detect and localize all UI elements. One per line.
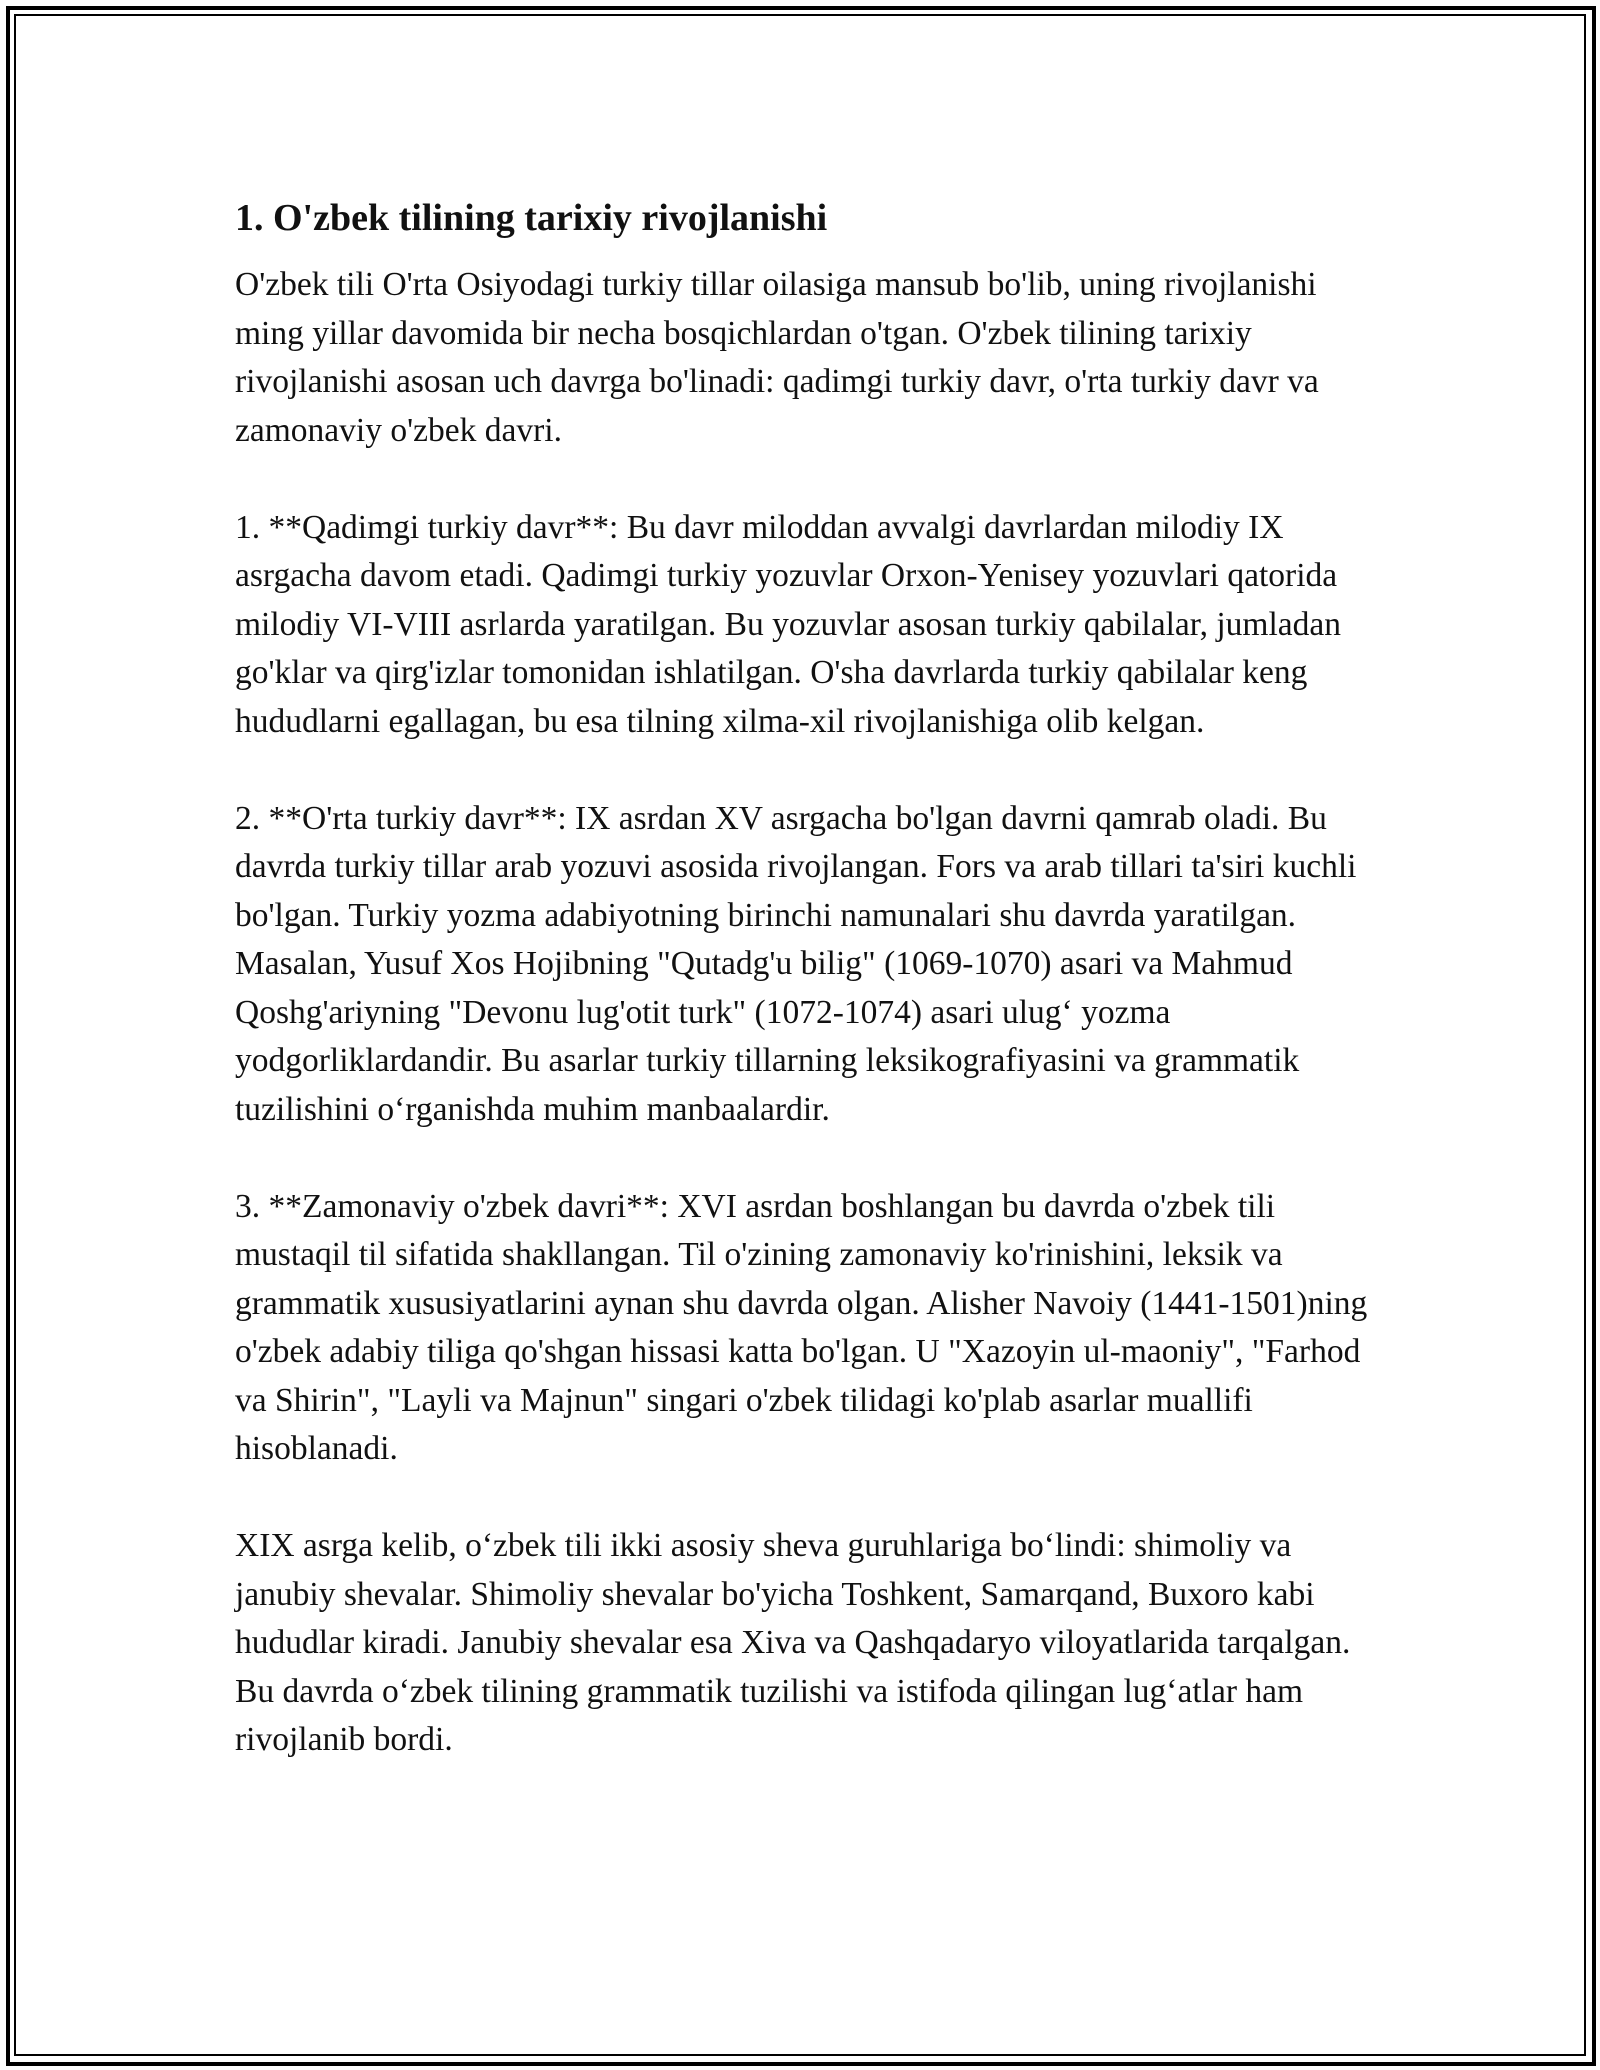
intro-paragraph: O'zbek tili O'rta Osiyodagi turkiy tillar oilasiga mansub bo'lib, uning rivojlanishi ming yillar davomida bir necha bosqichlardan o'tgan. O'zbek tilining tarixiy rivojlanishi asosan uch davrga bo'linadi: qadimgi turkiy davr, o'rta turkiy davr va zamonaviy o'zbek davri.	[235, 266, 1319, 449]
paragraph-ancient-period: 1. **Qadimgi turkiy davr**: Bu davr miloddan avvalgi davrlardan milodiy IX asrgacha davom etadi. Qadimgi turkiy yozuvlar Orxon-Yenisey yozuvlari qatorida milodiy VI-VIII asrlarda yaratilgan. Bu yozuvlar asosan turkiy qabilalar, jumladan go'klar va qirg'izlar tomonidan ishlatilgan. O'sha davrlarda turkiy qabilalar keng hududlarni egallagan, bu esa tilning xilma-xil rivojlanishiga olib kelgan.	[235, 508, 1341, 740]
paragraph-modern-period: 3. **Zamonaviy o'zbek davri**: XVI asrdan boshlangan bu davrda o'zbek tili mustaqil til sifatida shakllangan. Til o'zining zamonaviy ko'rinishini, leksik va grammatik xususiyatlarini aynan shu davrda olgan. Alisher Navoiy (1441-1501)ning o'zbek adabiy tiliga qo'shgan hissasi katta bo'lgan. U "Xazoyin ul-maoniy", "Farhod va Shirin", "Layli va Majnun" singari o'zbek tilidagi ko'plab asarlar muallifi hisoblanadi.	[235, 1187, 1368, 1467]
section-heading: 1. O'zbek tilining tarixiy rivojlanishi	[235, 197, 828, 239]
paragraph-middle-period: 2. **O'rta turkiy davr**: IX asrdan XV asrgacha bo'lgan davrni qamrab oladi. Bu davrda turkiy tillar arab yozuvi asosida rivojlangan. Fors va arab tillari ta'siri kuchli bo'lgan. Turkiy yozma adabiyotning birinchi namunalari shu davrda yaratilgan. Masalan, Yusuf Xos Hojibning "Qutadg'u bilig" (1069-1070) asari va Mahmud Qoshg'ariyning "Devonu lug'otit turk" (1072-1074) asari ulug‘ yozma yodgorliklardandir. Bu asarlar turkiy tillarning leksikografiyasini va grammatik tuzilishini o‘rganishda muhim manbaalardir.	[235, 799, 1357, 1128]
paragraph-dialects: XIX asrga kelib, o‘zbek tili ikki asosiy sheva guruhlariga bo‘lindi: shimoliy va janubiy shevalar. Shimoliy shevalar bo'yicha Toshkent, Samarqand, Buxoro kabi hududlar kiradi. Janubiy shevalar esa Xiva va Qashqadaryo viloyatlarida tarqalgan. Bu davrda o‘zbek tilining grammatik tuzilishi va istifoda qilingan lug‘atlar ham rivojlanib bordi.	[235, 1527, 1351, 1758]
document-body	[235, 180, 1375, 1813]
